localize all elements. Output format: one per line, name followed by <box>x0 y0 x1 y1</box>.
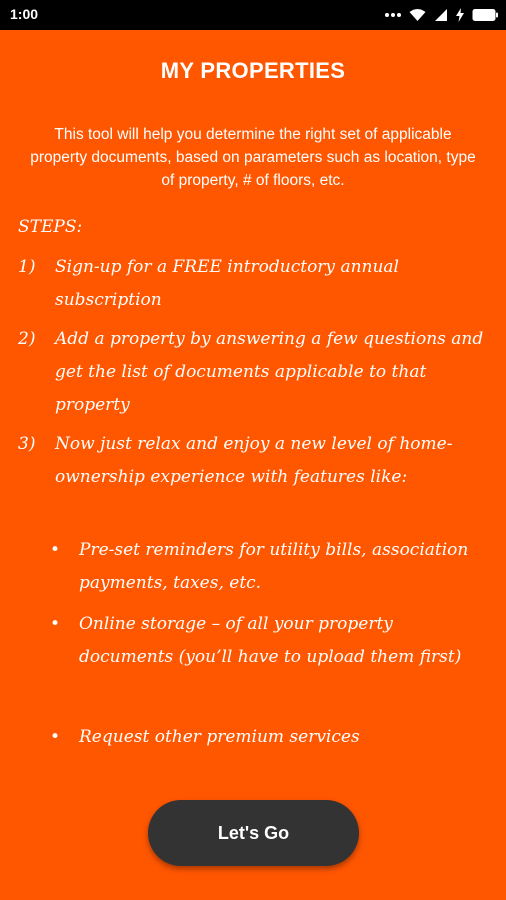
bullet-icon: • <box>50 540 61 560</box>
page-title: MY PROPERTIES <box>160 58 346 83</box>
step-text: Now just relax and enjoy a new level of home-ownership experience with features like: <box>55 434 453 487</box>
signal-icon <box>434 8 448 22</box>
status-time: 1:00 <box>10 6 39 22</box>
steps-heading: STEPS: <box>18 217 83 237</box>
dots-icon <box>385 12 401 18</box>
feature-text: Pre-set reminders for utility bills, association payments, taxes, etc. <box>79 540 469 593</box>
status-icons <box>385 6 498 24</box>
feature-item <box>50 534 470 600</box>
status-bar <box>0 0 506 30</box>
step-number: 3) <box>18 434 36 454</box>
bullet-icon: • <box>50 727 61 747</box>
feature-item <box>50 721 470 754</box>
step-item <box>18 251 488 317</box>
lets-go-button[interactable]: Let's Go <box>148 800 359 866</box>
feature-text: Request other premium services <box>79 727 360 747</box>
step-number: 2) <box>18 329 36 349</box>
battery-icon <box>472 8 498 22</box>
step-item <box>18 323 488 422</box>
wifi-icon <box>409 8 426 22</box>
feature-item <box>50 608 470 674</box>
step-item <box>18 428 488 494</box>
bullet-icon: • <box>50 614 61 634</box>
step-number: 1) <box>18 257 36 277</box>
feature-text: Online storage – of all your property documents (you’ll have to upload them first) <box>79 614 462 667</box>
step-text: Add a property by answering a few questions and get the list of documents applicable to that property <box>55 329 484 415</box>
charging-icon <box>456 8 464 22</box>
step-text: Sign-up for a FREE introductory annual subscription <box>55 257 399 310</box>
intro-text: This tool will help you determine the right set of applicable property documents, based on parameters such as location, type of property, # of floors, etc. <box>30 126 476 189</box>
